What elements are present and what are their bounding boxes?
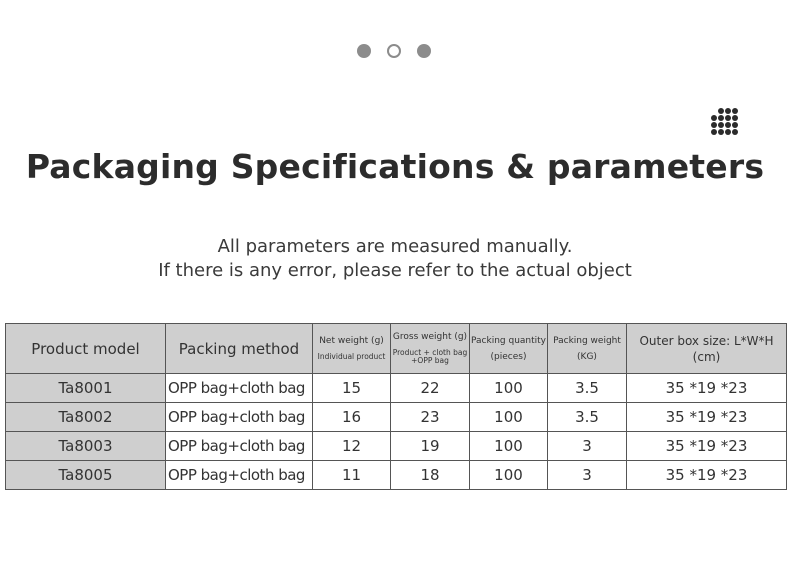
header-packing-method: Packing method [166,324,313,374]
header-packing-quantity-sub: (pieces) [490,352,527,362]
cell-gross-weight: 18 [391,461,470,490]
page-title: Packaging Specifications & parameters [25,147,765,186]
cell-gross-weight: 23 [391,403,470,432]
header-gross-weight-label: Gross weight (g) [392,332,468,342]
cell-quantity: 100 [470,461,548,490]
header-gross-weight-sub: Product + cloth bag +OPP bag [392,348,468,365]
header-gross-weight [391,324,470,374]
cell-model: Ta8005 [6,461,166,490]
cell-model: Ta8003 [6,432,166,461]
cell-quantity: 100 [470,432,548,461]
table-row [6,374,787,403]
table-row [6,461,787,490]
table-row [6,403,787,432]
cell-packing-weight: 3.5 [548,374,627,403]
cell-method: OPP bag+cloth bag [166,432,313,461]
cell-quantity: 100 [470,374,548,403]
cell-gross-weight: 19 [391,432,470,461]
header-packing-weight [548,324,627,374]
cell-box-size: 35 *19 *23 [627,461,787,490]
header-outer-box-label: Outer box size: L*W*H [639,333,774,348]
cell-net-weight: 11 [313,461,391,490]
carousel-dot[interactable] [357,44,371,58]
note-line-1: All parameters are measured manually. [217,236,573,257]
header-packing-quantity [470,324,548,374]
cell-net-weight: 12 [313,432,391,461]
header-packing-weight-sub: (KG) [577,352,597,362]
cell-model: Ta8001 [6,374,166,403]
note-line-2: If there is any error, please refer to the actual object [158,260,632,281]
cell-packing-weight: 3 [548,461,627,490]
header-product-model: Product model [6,324,166,374]
cell-method: OPP bag+cloth bag [166,403,313,432]
header-net-weight-sub: Individual product [317,352,386,361]
cell-model: Ta8002 [6,403,166,432]
table-row [6,432,787,461]
cell-box-size: 35 *19 *23 [627,374,787,403]
cell-box-size: 35 *19 *23 [627,403,787,432]
header-packing-quantity-label: Packing quantity [471,336,546,346]
cell-box-size: 35 *19 *23 [627,432,787,461]
header-outer-box [627,324,787,374]
table-header-row [6,324,787,374]
cell-net-weight: 16 [313,403,391,432]
cell-packing-weight: 3 [548,432,627,461]
cell-gross-weight: 22 [391,374,470,403]
cell-method: OPP bag+cloth bag [166,374,313,403]
header-net-weight-label: Net weight (g) [319,336,384,346]
cell-packing-weight: 3.5 [548,403,627,432]
spec-table [5,323,787,490]
header-outer-box-sub: (cm) [692,349,721,364]
carousel-dot[interactable] [417,44,431,58]
cell-net-weight: 15 [313,374,391,403]
grid-dots-icon [711,108,739,136]
carousel-dot-active[interactable] [387,44,401,58]
cell-method: OPP bag+cloth bag [166,461,313,490]
carousel-indicator [357,44,431,58]
header-net-weight [313,324,391,374]
header-packing-weight-label: Packing weight [553,336,621,346]
cell-quantity: 100 [470,403,548,432]
